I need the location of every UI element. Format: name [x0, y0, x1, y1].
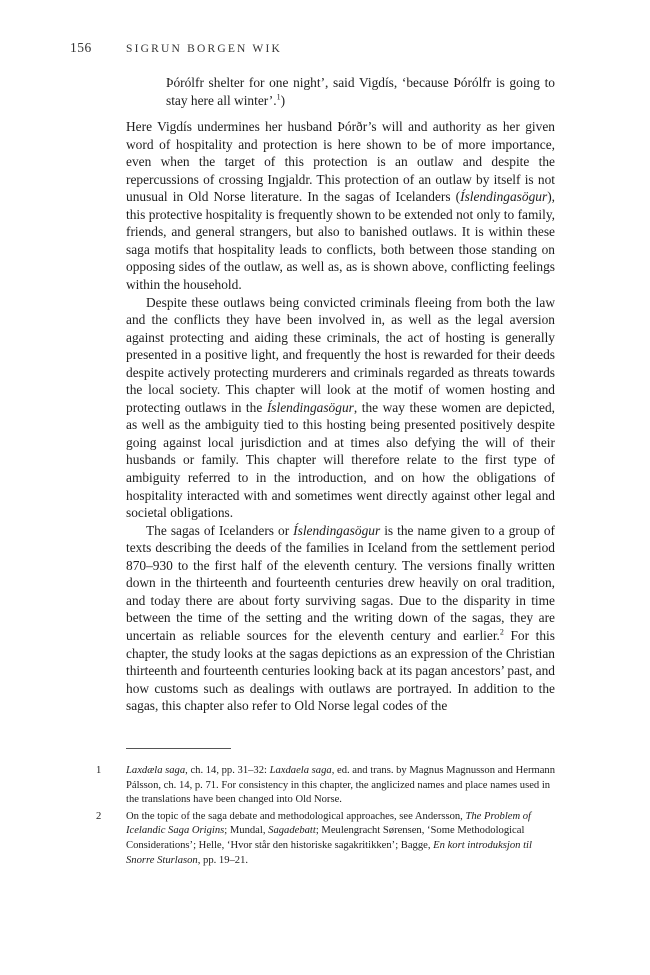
footnote-number: 1: [96, 765, 102, 776]
footnote-1-text-2: , ch. 14, pp. 31–32:: [185, 765, 270, 776]
footnote-text: [126, 764, 556, 808]
paragraph-1: [126, 118, 555, 293]
footnote-divider: [126, 748, 231, 749]
paragraph-1-italic-term: Íslendingasögur: [460, 189, 548, 205]
block-quote: [166, 74, 555, 109]
paragraph-3: [126, 522, 555, 715]
footnote-2-title-2: Sagadebatt: [268, 825, 316, 837]
paragraph-3-text-d: For this chapter, the study looks at the sagas depictions as an expression of the Christian thirteenth and fourteenth centuries looking back at its pagan ancestors’ past, and how customs such as dealings with outlaws are portrayed. In addition to the sagas, this chapter also refer to Old Norse legal codes of the: [126, 627, 555, 714]
paragraph-1-text-a: Here Vigdís undermines her husband Þórðr’s will and authority as her given word of hospitality and protection is here shown to be of more importance, even when the target of this protection is an outlaw and despite the repercussions of crossing Ingjaldr. This protection of an outlaw by itself is not unusual in Old Norse literature. In the sagas of Icelanders (: [126, 119, 555, 205]
paragraph-3-text-c: is the name given to a group of texts describing the deeds of the families in Iceland from the settlement period 870–930 to the first half of the eleventh century. The versions finally written down in the thirteenth and fourteenth centuries drew heavily on oral tradition, and today there are about forty surviving sagas. Due to the disparity in time between the time of the setting and the writing down of the sagas, they are uncertain as reliable sources for the eleventh century and earlier.: [126, 522, 555, 643]
footnote-1-title-2: Laxdaela saga: [269, 765, 332, 776]
paragraph-1-text-c: ), this protective hospitality is frequently shown to be extended not only to family, friends, and general strangers, but also to banished outlaws. It is within these saga motifs that hospitality leads to conflicts, both between those standing on opposing sides of the outlaw, as well as, as is shown above, conflicting feelings within the household.: [126, 189, 555, 293]
footnote-2-text-7: , pp. 19–21.: [197, 854, 249, 866]
footnote-1-title-1: Laxdæla saga: [126, 765, 186, 776]
footnote-2: [96, 810, 556, 868]
paragraph-2: [126, 294, 555, 522]
paragraph-2-text-a: Despite these outlaws being convicted criminals fleeing from both the law and the conflicts they have been involved in, as well as the legal aversion against protecting and aiding these criminals, the act of hosting is generally presented in a positive light, and frequently the host is rewarded for their deeds despite actively protecting murderers and criminals regarded as threats towards the local society. This chapter will look at the motif of women hosting and protecting outlaws in the: [126, 294, 555, 415]
footnote-2-text-3: ; Mundal,: [224, 825, 269, 837]
footnote-2-text-1: On the topic of the saga debate and methodological approaches, see Andersson,: [126, 810, 466, 822]
footnote-2-text-5: ; Meulengracht Sørensen, ‘Some Methodological Considerations’; Helle, ‘Hvor står den historiske sagakritikken’; Bagge,: [126, 825, 525, 851]
paragraph-2-italic-term: Íslendingasögur: [266, 399, 354, 415]
footnote-2-title-1: The Problem of Icelandic Saga Origins: [126, 810, 532, 837]
running-head-author: SIGRUN BORGEN WIK: [126, 43, 283, 55]
footnote-1: [96, 764, 556, 808]
main-text: [126, 74, 555, 715]
footnotes: [96, 764, 556, 870]
paragraph-3-italic-term: Íslendingasögur: [293, 522, 381, 538]
running-header: [70, 40, 554, 56]
footnote-text: [126, 810, 556, 868]
page-number: 156: [70, 40, 92, 55]
quote-line-2: to stay here all winter’.: [166, 75, 555, 108]
quote-close-paren: ): [280, 92, 286, 108]
quote-line-1: Þórólfr shelter for one night’, said Vigdís, ‘because Þórólfr is going: [166, 75, 540, 90]
footnote-2-title-3: En kort introduksjon til Snorre Sturlason: [126, 839, 532, 866]
footnote-ref-1[interactable]: 1: [276, 92, 281, 102]
footnote-number: 2: [96, 810, 102, 822]
footnote-1-text-4: , ed. and trans. by Magnus Magnusson and Hermann Pálsson, ch. 14, p. 71. For consistency in this chapter, the anglicized names and place names used in the translations have been changed into Old Norse.: [126, 765, 556, 806]
paragraph-3-text-a: The sagas of Icelanders or: [146, 522, 294, 538]
paragraph-2-text-c: , the way these women are depicted, as well as the ambiguity tied to this hosting being presented positively despite going against local jurisdiction and at times also defying the will of their husbands or family. This chapter will therefore relate to the first type of ambiguity referred to in the introduction, and on how the obligations of hospitality interacted with and sometimes went directly against other legal and societal obligations.: [126, 399, 555, 521]
footnote-ref-2[interactable]: 2: [499, 627, 504, 637]
